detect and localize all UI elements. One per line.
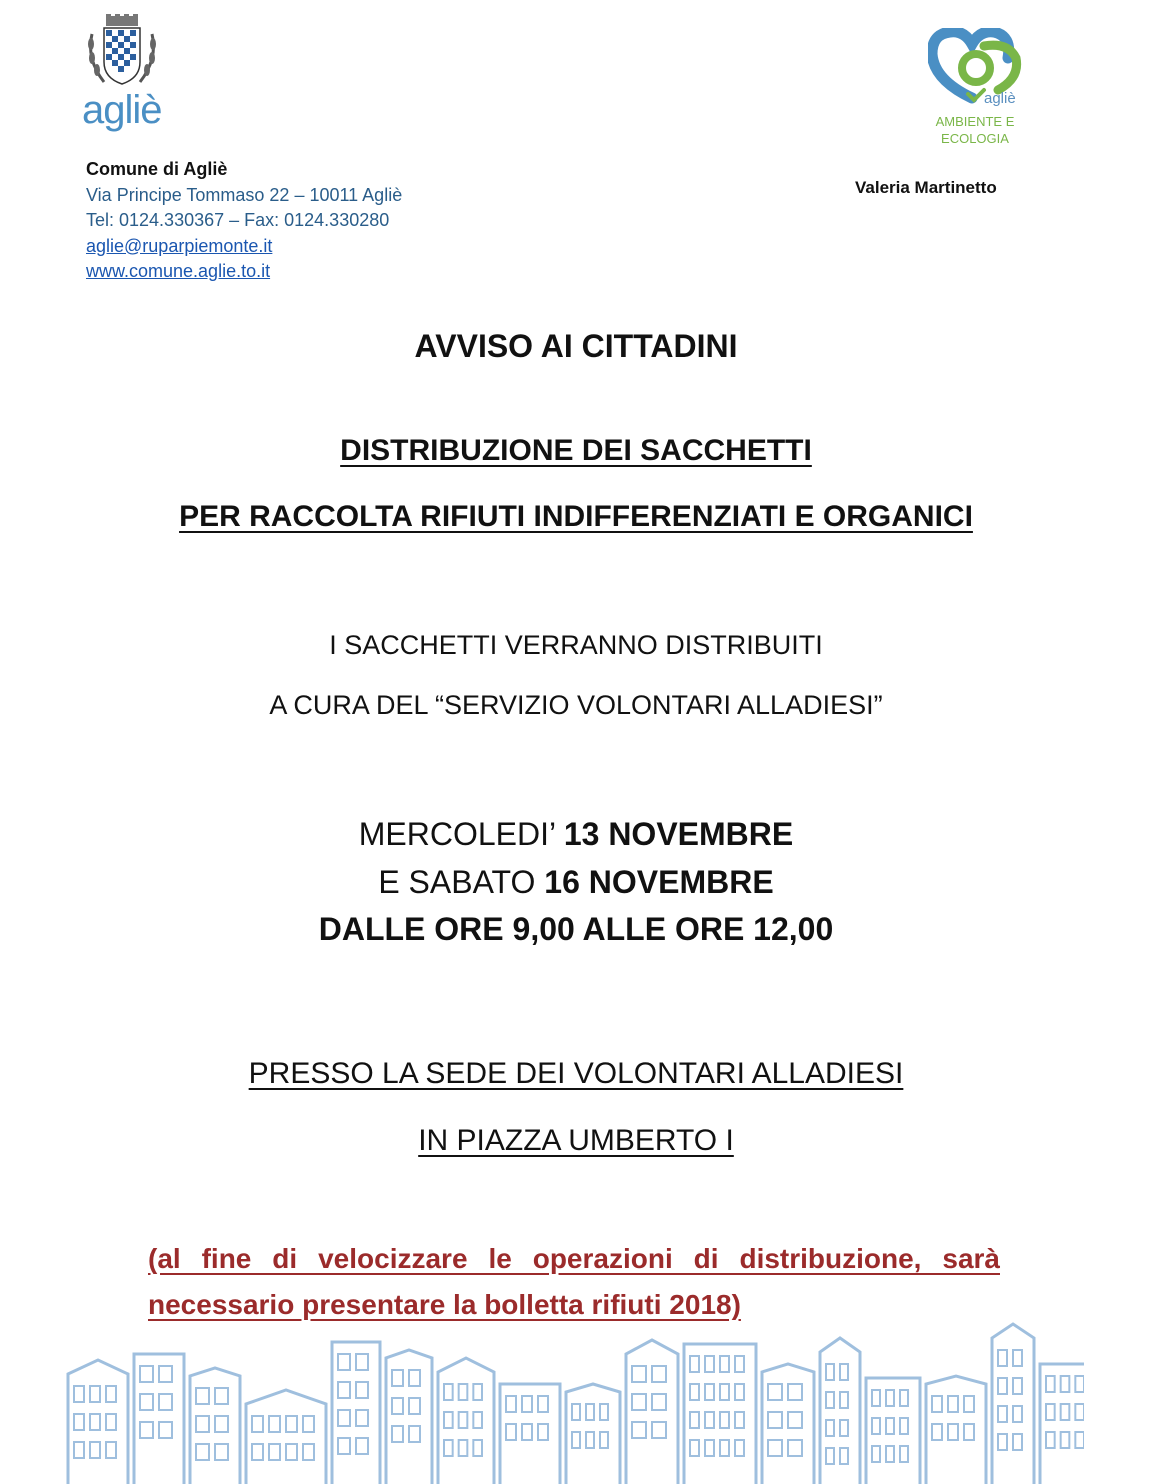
- eco-caption-line1: AMBIENTE E: [935, 114, 1015, 129]
- house-icon: [820, 1338, 860, 1484]
- town-logo-text: agliè: [82, 88, 162, 132]
- date-line2: E SABATO 16 NOVEMBRE: [378, 864, 774, 900]
- notice-subtitle-line2: PER RACCOLTA RIFIUTI INDIFFERENZIATI E ORGANICI: [179, 500, 973, 533]
- house-icon: [762, 1364, 814, 1484]
- town-crest-icon: [82, 14, 162, 90]
- website-link[interactable]: www.comune.aglie.to.it: [86, 261, 271, 281]
- address: Via Principe Tommaso 22 – 10011 Agliè: [86, 184, 403, 205]
- house-icon: [386, 1350, 432, 1484]
- place-line2: IN PIAZZA UMBERTO I: [418, 1124, 734, 1157]
- date-line1: MERCOLEDI’ 13 NOVEMBRE: [358, 816, 794, 852]
- house-icon: [684, 1344, 756, 1484]
- note-paragraph: (al fine di velocizzare le operazioni di distribuzione, sarà necessario presentare la bolletta rifiuti 2018): [148, 1243, 1000, 1320]
- hours-line: DALLE ORE 9,00 ALLE ORE 12,00: [318, 911, 834, 947]
- email-link[interactable]: aglie@ruparpiemonte.it: [86, 235, 273, 256]
- house-icon: [332, 1342, 380, 1484]
- house-icon: [500, 1384, 560, 1484]
- notice-subtitle-line1: DISTRIBUZIONE DEI SACCHETTI: [340, 434, 812, 467]
- house-icon: [866, 1378, 920, 1484]
- eco-caption: [925, 113, 1025, 147]
- house-icon: [992, 1324, 1034, 1484]
- intro-line1: I SACCHETTI VERRANNO DISTRIBUITI: [329, 630, 823, 660]
- house-icon: [626, 1340, 678, 1484]
- house-icon: [438, 1358, 494, 1484]
- notice-title: AVVISO AI CITTADINI: [414, 328, 738, 364]
- house-icon: [190, 1368, 240, 1484]
- contact-block: [86, 157, 402, 285]
- house-icon: [926, 1376, 986, 1484]
- org-name: Comune di Agliè: [86, 159, 228, 179]
- house-icon: [1040, 1364, 1084, 1484]
- houses-illustration: [64, 1318, 1084, 1484]
- house-icon: [566, 1384, 620, 1484]
- signer-name: Valeria Martinetto: [855, 178, 997, 197]
- place-line1: PRESSO LA SEDE DEI VOLONTARI ALLADIESI: [248, 1057, 904, 1090]
- intro-line2: A CURA DEL “SERVIZIO VOLONTARI ALLADIESI”: [269, 690, 883, 720]
- house-icon: [68, 1360, 128, 1484]
- eco-caption-line2: ECOLOGIA: [941, 131, 1009, 146]
- phone-fax: Tel: 0124.330367 – Fax: 0124.330280: [86, 210, 390, 230]
- house-icon: [246, 1390, 326, 1484]
- eco-logo-text: agliè: [984, 90, 1016, 107]
- house-icon: [134, 1354, 184, 1484]
